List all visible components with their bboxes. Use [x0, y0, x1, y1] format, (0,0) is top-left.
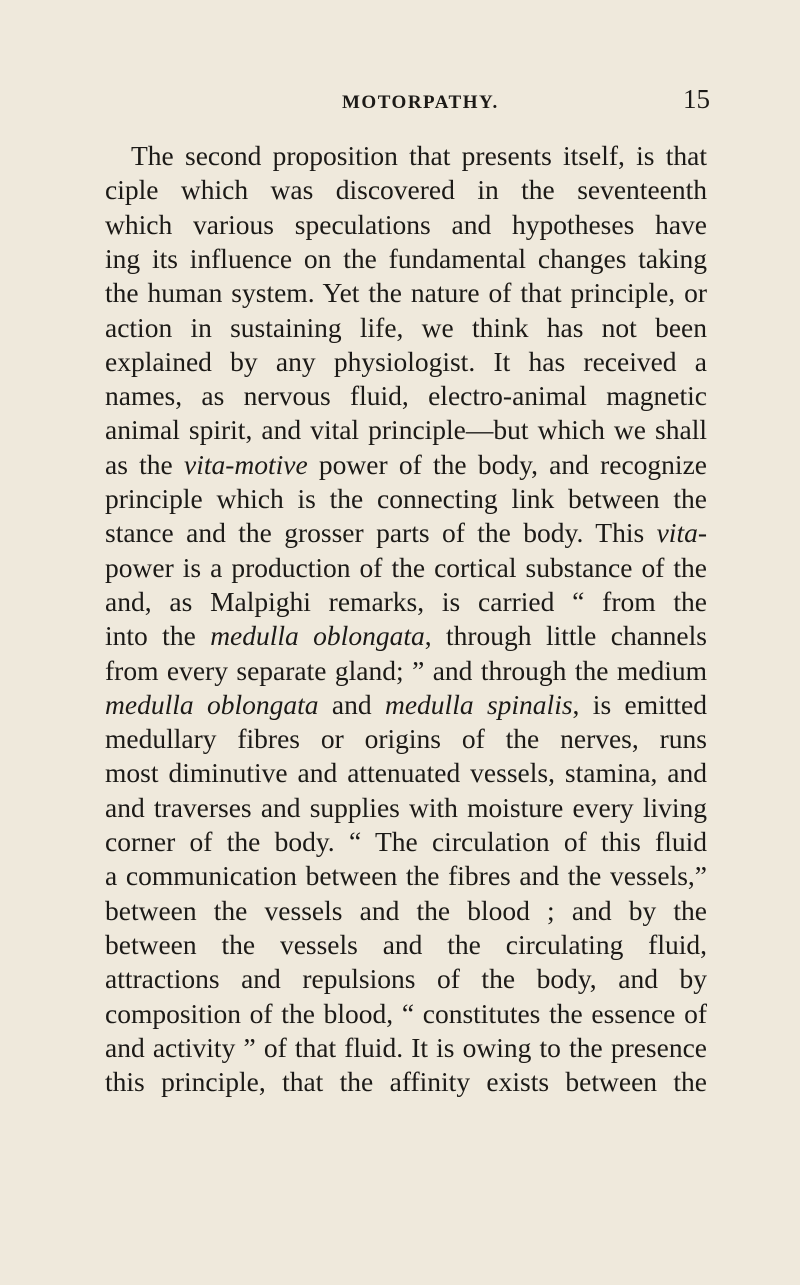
text-line: [105, 825, 707, 859]
text-run: and: [318, 688, 385, 720]
text-run: medullary fibres or origins of the nerves, runs: [105, 723, 707, 755]
text-line: [105, 379, 707, 413]
text-run: , through little channels: [424, 620, 707, 652]
text-run: this principle, that the affinity exists between the: [105, 1066, 707, 1098]
italic-term: medulla spinalis: [384, 688, 573, 720]
text-line: [105, 722, 707, 756]
text-line: [105, 997, 707, 1031]
text-line: [105, 756, 707, 790]
text-run: most diminutive and attenuated vessels, stamina, and: [105, 757, 707, 789]
text-line: [105, 482, 707, 516]
text-run: the human system. Yet the nature of that principle, or: [105, 277, 707, 309]
text-line: [105, 1031, 707, 1065]
text-run: and, as Malpighi remarks, is carried “ from the: [105, 585, 707, 617]
text-line: [105, 1065, 707, 1099]
text-line: [105, 791, 707, 825]
running-head-title: MOTORPATHY.: [342, 92, 499, 113]
italic-term: medulla oblongata: [105, 688, 319, 720]
running-head: [0, 84, 800, 124]
text-run: attractions and repulsions of the body, and by: [105, 963, 707, 995]
text-line: [105, 962, 707, 996]
text-run: animal spirit, and vital principle—but which we shall: [105, 414, 707, 446]
text-run: ing its influence on the fundamental changes taking: [105, 242, 707, 274]
text-line: [105, 276, 707, 310]
text-line: [105, 894, 707, 928]
italic-term: medulla oblongata: [210, 620, 425, 652]
text-run: composition of the blood, “ constitutes the essence of: [105, 997, 707, 1029]
text-run: into the: [105, 620, 211, 652]
text-line: [105, 585, 707, 619]
text-line: [105, 413, 707, 447]
text-line: [105, 551, 707, 585]
text-run: stance and the grosser parts of the body. This: [105, 517, 657, 549]
text-run: principle which is the connecting link between the: [105, 483, 707, 514]
text-run: which various speculations and hypotheses have: [105, 208, 707, 240]
text-line: [105, 448, 707, 482]
text-line: [105, 928, 707, 962]
text-line: [105, 516, 707, 550]
text-run: a communication between the fibres and the vessels,”: [105, 860, 707, 892]
text-run: explained by any physiologist. It has received a: [105, 345, 707, 377]
text-line: [131, 139, 707, 173]
text-run: power is a production of the cortical substance of the: [105, 551, 707, 583]
text-line: [105, 859, 707, 893]
text-line: [105, 173, 707, 207]
text-run: between the vessels and the circulating fluid,: [105, 928, 707, 960]
text-run: between the vessels and the blood ; and by the: [105, 894, 707, 926]
text-line: [105, 242, 707, 276]
text-run: and traverses and supplies with moisture every living: [105, 791, 707, 823]
text-run: and activity ” of that fluid. It is owing to the presence: [105, 1031, 707, 1063]
text-line: [105, 311, 707, 345]
text-line: [105, 688, 707, 722]
text-line: [105, 654, 707, 688]
text-run: action in sustaining life, we think has not been: [105, 311, 707, 343]
text-line: [105, 619, 707, 653]
text-run: names, as nervous fluid, electro-animal magnetic: [105, 380, 707, 412]
text-line: [105, 345, 707, 379]
text-run: from every separate gland; ” and through the medium: [105, 654, 707, 686]
page-number: 15: [683, 84, 710, 114]
italic-term: vita-: [656, 517, 707, 549]
italic-term: vita-motive: [183, 448, 308, 480]
text-run: ciple which was discovered in the seventeenth: [105, 174, 707, 206]
text-run: as the: [105, 448, 184, 480]
text-run: corner of the body. “ The circulation of this fluid: [105, 826, 707, 857]
text-run: The second proposition that presents itself, is that: [131, 140, 707, 171]
text-run: power of the body, and recognize: [318, 448, 707, 480]
text-run: , is emitted: [572, 688, 707, 720]
text-line: [105, 208, 707, 242]
